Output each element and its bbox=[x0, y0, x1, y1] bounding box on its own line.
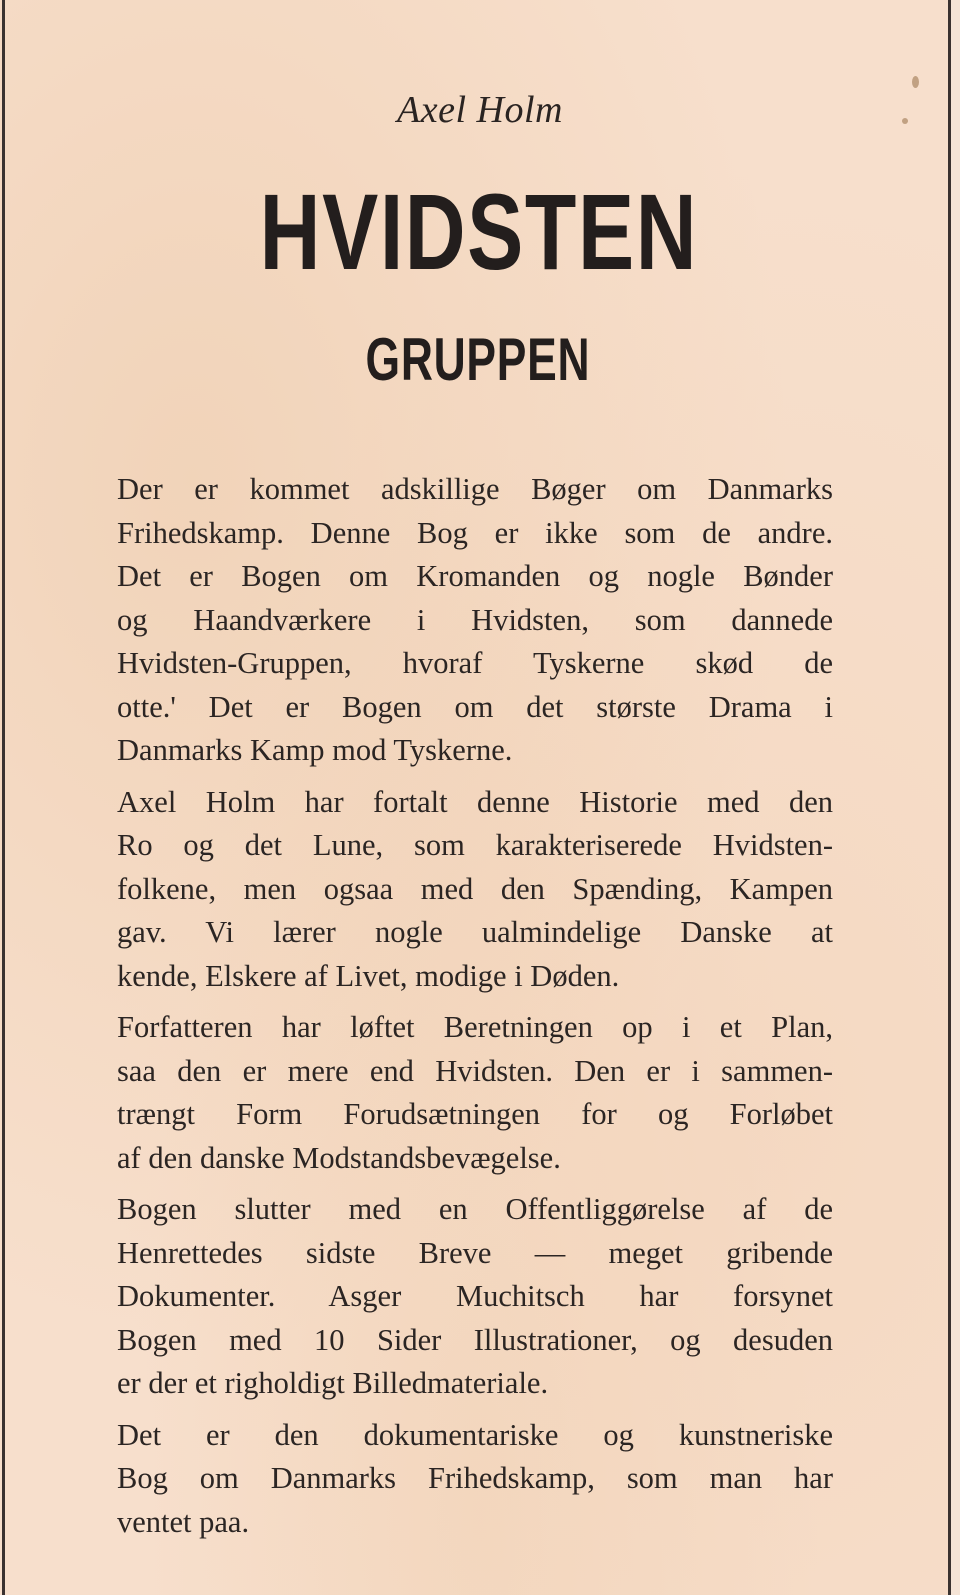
paragraph-4 bbox=[117, 1188, 833, 1406]
text-line: Bog om Danmarks Frihedskamp, som man har bbox=[117, 1461, 833, 1495]
text-line: Ro og det Lune, som karakteriserede Hvidsten- bbox=[117, 828, 833, 862]
text-line: Frihedskamp. Denne Bog er ikke som de andre. bbox=[117, 515, 833, 550]
text-line: Det er den dokumentariske og kunstneriske bbox=[117, 1417, 833, 1452]
blurb-body bbox=[117, 468, 833, 1552]
text-line: ventet paa. bbox=[117, 1504, 250, 1539]
text-line: folkene, men ogsaa med den Spænding, Kampen bbox=[117, 871, 833, 906]
right-margin bbox=[951, 0, 960, 1595]
text-line: Det er Bogen om Kromanden og nogle Bønder bbox=[117, 559, 833, 593]
text-line: Bogen slutter med en Offentliggørelse af de bbox=[117, 1192, 833, 1226]
left-border-rule bbox=[2, 0, 5, 1595]
text-line: Henrettedes sidste Breve — meget gribende bbox=[117, 1235, 833, 1270]
text-line: trængt Form Forudsætningen for og Forløbet bbox=[117, 1097, 833, 1131]
author-name: Axel Holm bbox=[397, 89, 563, 131]
text-line: Bogen med 10 Sider Illustrationer, og desuden bbox=[117, 1322, 833, 1357]
book-title: HVIDSTEN bbox=[259, 171, 699, 292]
text-line: Forfatteren har løftet Beretningen op i et Plan, bbox=[117, 1010, 833, 1044]
text-line: Der er kommet adskillige Bøger om Danmarks bbox=[117, 472, 833, 506]
text-line: og Haandværkere i Hvidsten, som dannede bbox=[117, 602, 833, 637]
text-line: otte.' Det er Bogen om det største Drama i bbox=[117, 689, 833, 724]
paragraph-5 bbox=[117, 1414, 833, 1545]
text-line: saa den er mere end Hvidsten. Den er i sammen- bbox=[117, 1053, 833, 1088]
text-line: er der et righoldigt Billedmateriale. bbox=[117, 1366, 549, 1400]
paragraph-1 bbox=[117, 468, 833, 773]
text-line: Axel Holm har fortalt denne Historie med den bbox=[117, 784, 833, 819]
book-subtitle: GRUPPEN bbox=[365, 326, 591, 393]
right-border-rule bbox=[948, 0, 951, 1595]
text-line: Dokumenter. Asger Muchitsch har forsynet bbox=[117, 1279, 833, 1313]
text-line: af den danske Modstandsbevægelse. bbox=[117, 1140, 561, 1175]
text-line: Danmarks Kamp mod Tyskerne. bbox=[117, 733, 513, 767]
paper-stain bbox=[912, 76, 919, 88]
text-line: kende, Elskere af Livet, modige i Døden. bbox=[117, 958, 620, 993]
text-line: Hvidsten-Gruppen, hvoraf Tyskerne skød de bbox=[117, 646, 833, 680]
paragraph-2 bbox=[117, 781, 833, 999]
text-line: gav. Vi lærer nogle ualmindelige Danske at bbox=[117, 915, 833, 949]
paragraph-3 bbox=[117, 1006, 833, 1180]
